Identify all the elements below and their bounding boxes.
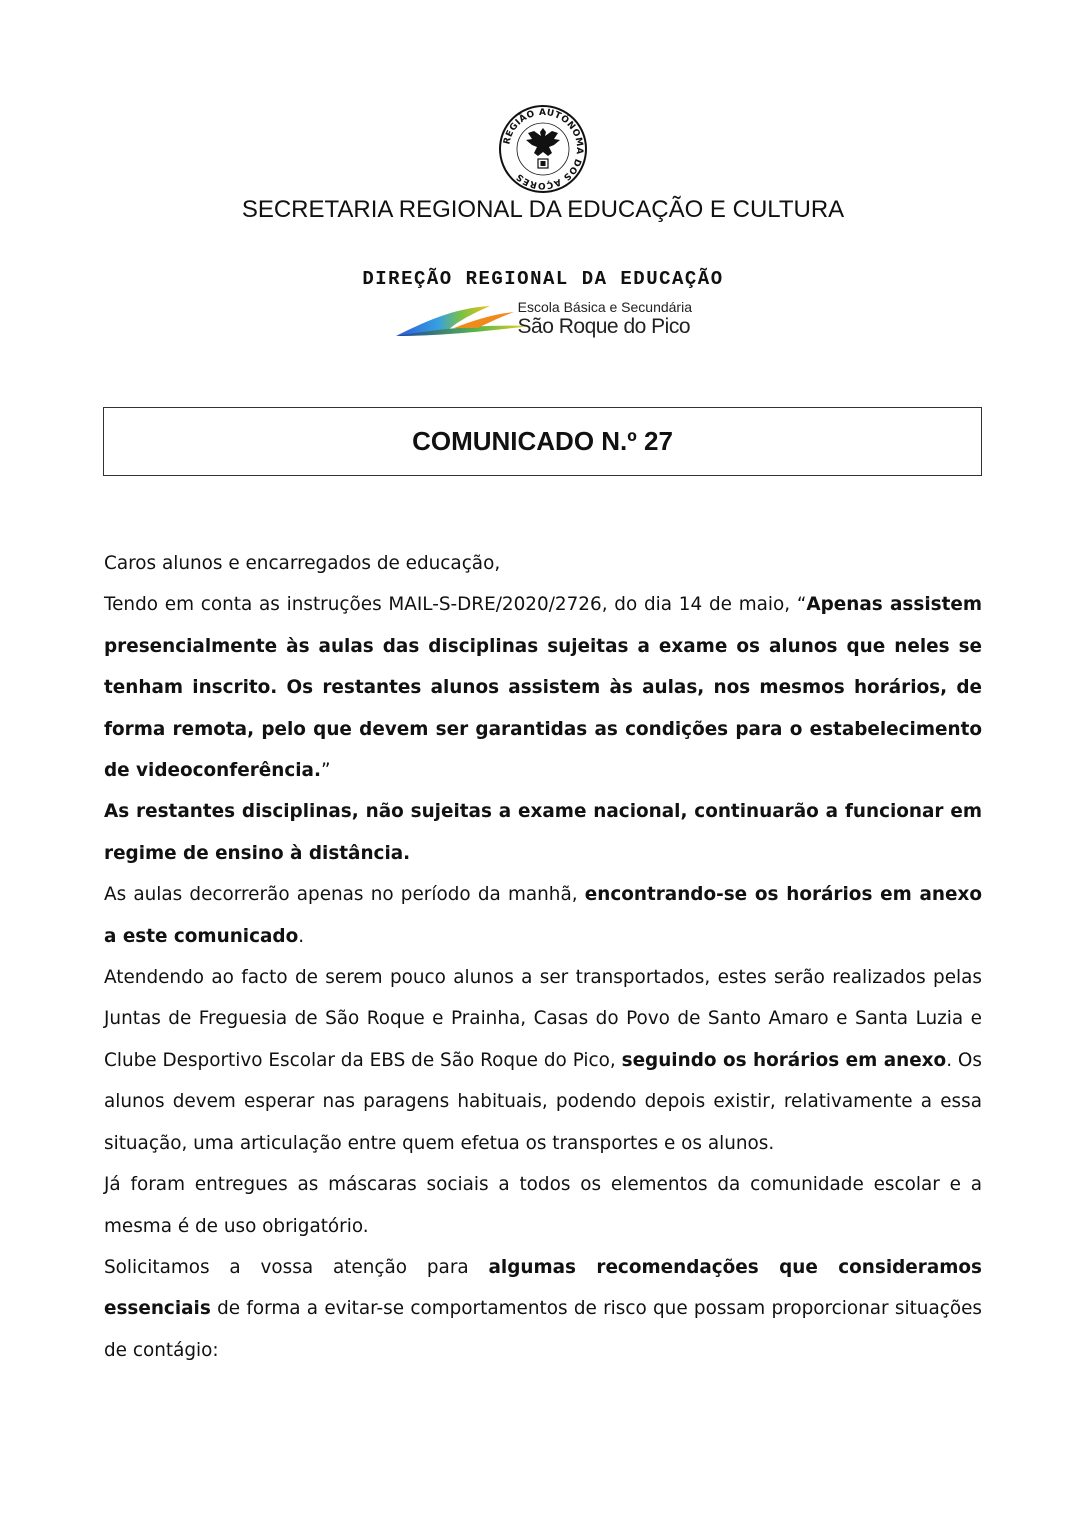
school-logo [394, 298, 694, 342]
direction-heading: DIREÇÃO REGIONAL DA EDUCAÇÃO [362, 268, 724, 290]
recommendations-intro: Solicitamos a vossa atenção para [104, 1256, 489, 1278]
transport-end: . Os alunos devem esperar nas paragens habituais, podendo depois existir, relativamente a essa situação, uma articulação entre quem efetua os transportes e os alunos. [104, 1049, 982, 1154]
schedule-intro: As aulas decorrerão apenas no período da manhã, [104, 884, 585, 906]
paragraph-schedule [104, 874, 982, 957]
document-title: COMUNICADO N.º 27 [412, 426, 673, 456]
recommendations-emphasis: algumas recomendações que consideramos essenciais [104, 1256, 982, 1320]
instructions-close-quote: ” [320, 760, 331, 782]
school-name-line1: Escola Básica e Secundária [517, 299, 692, 315]
paragraph-masks: Já foram entregues as máscaras sociais a todos os elementos da comunidade escolar e a mesma é de uso obrigatório. [104, 1174, 982, 1237]
paragraph-transport [104, 957, 982, 1164]
instructions-intro: Tendo em conta as instruções MAIL-S-DRE/2020/2726, do dia 14 de maio, “ [104, 594, 807, 616]
paragraph-greeting: Caros alunos e encarregados de educação, [104, 553, 501, 574]
school-name-line2: São Roque do Pico [517, 315, 690, 338]
schedule-emphasis: encontrando-se os horários em anexo a este comunicado [104, 884, 982, 947]
paragraph-instructions [104, 584, 982, 791]
title-box [103, 407, 982, 476]
paragraph-recommendations [104, 1247, 982, 1371]
ministry-heading: SECRETARIA REGIONAL DA EDUCAÇÃO E CULTURA [241, 196, 845, 223]
recommendations-end: de forma a evitar-se comportamentos de risco que possam proporcionar situações de contágio: [104, 1298, 982, 1361]
seal-text: REGIÃO AUTÓNOMA DOS AÇORES [502, 107, 585, 191]
transport-emphasis: seguindo os horários em anexo [621, 1049, 947, 1071]
remote-disciplines-text: As restantes disciplinas, não sujeitas a exame nacional, continuarão a funcionar em regime de ensino à distância. [104, 801, 982, 864]
schedule-end: . [298, 925, 305, 947]
azores-seal-icon [498, 104, 588, 194]
instructions-quote: Apenas assistem presencialmente às aulas das disciplinas sujeitas a exame os alunos que neles se tenham inscrito. Os restantes alunos assistem às aulas, nos mesmos horários, de forma remota, pelo que devem ser garantidas as condições para o estabelecimento de videoconferência. [104, 594, 983, 782]
paragraph-remote-disciplines [104, 791, 982, 874]
transport-intro: Atendendo ao facto de serem pouco alunos a ser transportados, estes serão realizados pelas Juntas de Freguesia de São Roque e Prainha, Casas do Povo de Santo Amaro e Santa Luzia e Clube Desportivo Escolar da EBS de São Roque do Pico, [104, 967, 982, 1071]
document-body [104, 543, 982, 1371]
